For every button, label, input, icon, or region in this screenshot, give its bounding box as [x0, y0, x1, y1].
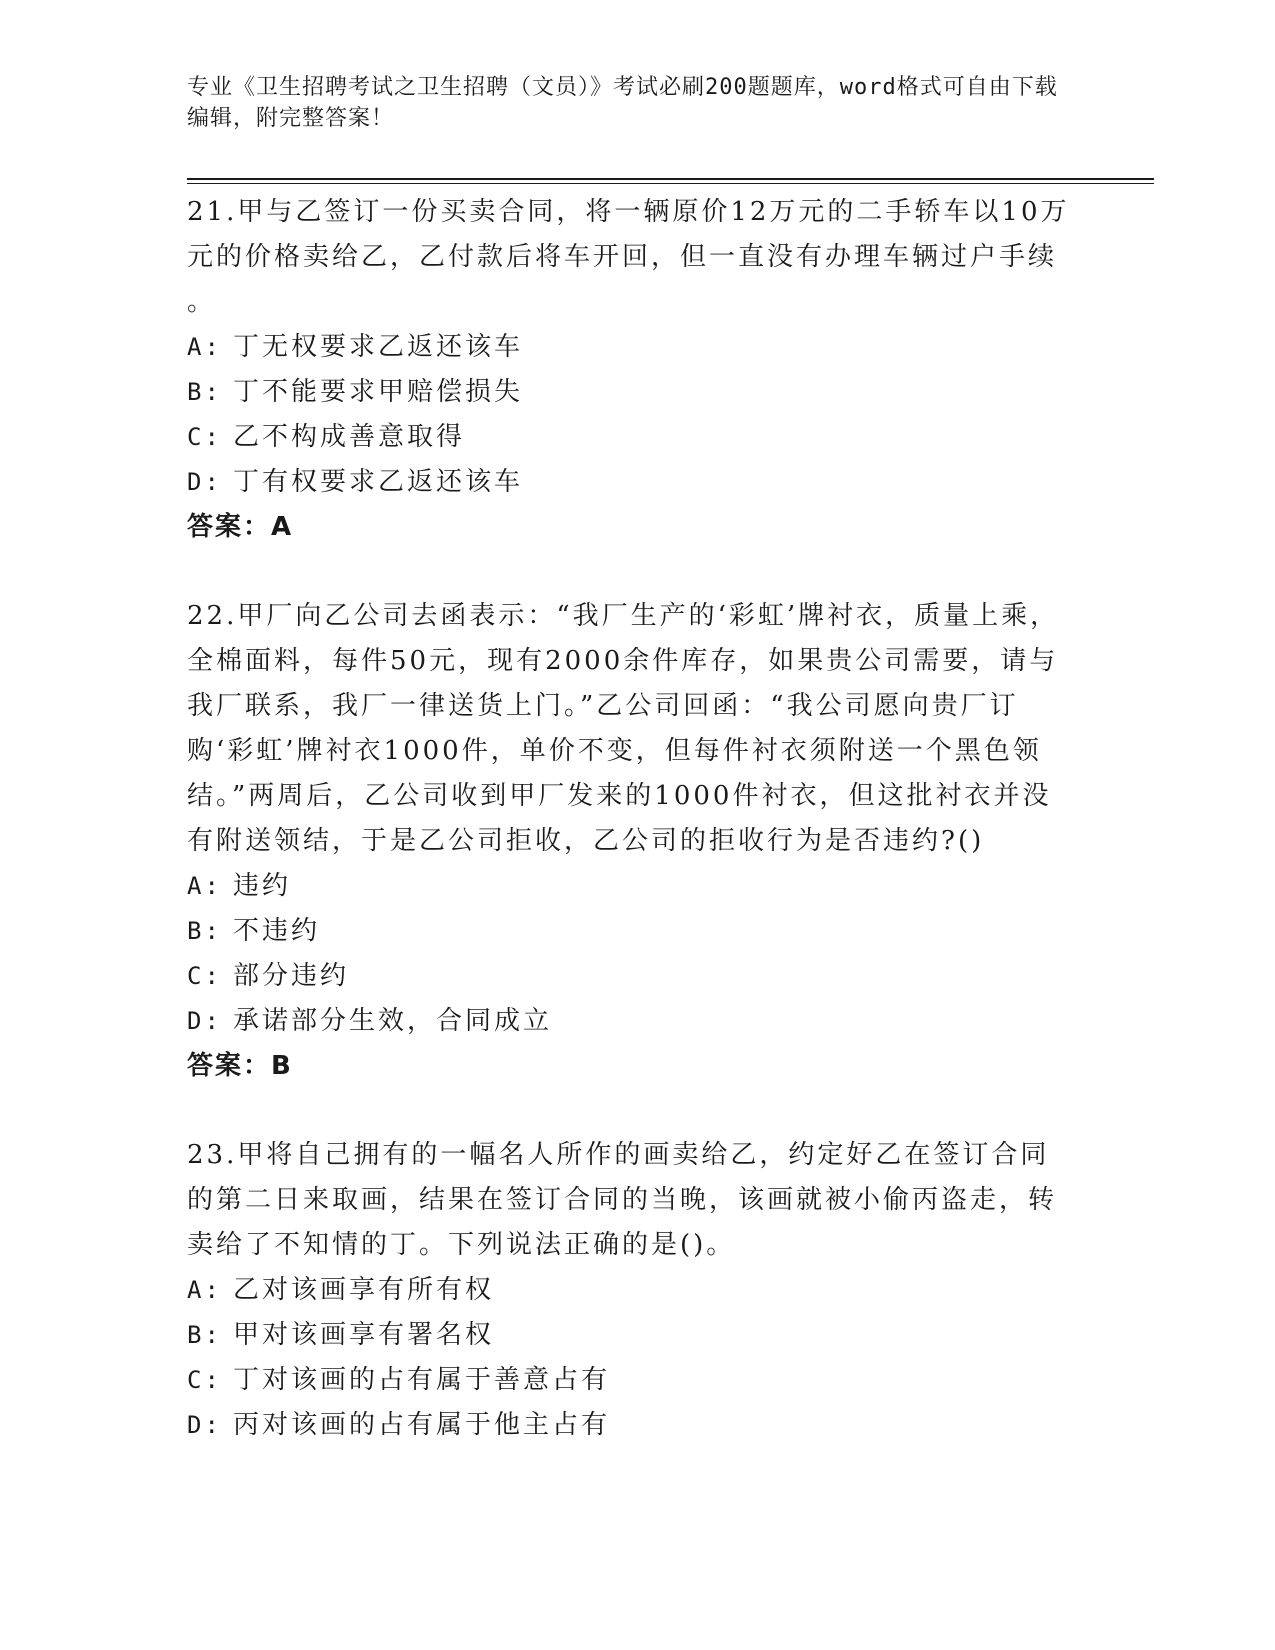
question-stem: 22.甲厂向乙公司去函表示：“我厂生产的‘彩虹’牌衬衣，质量上乘，全棉面料，每件50元，现有2000余件库存，如果贵公司需要，请与我厂联系，我厂一律送货上门。”乙公司回函：“我公司愿向贵厂订购‘彩虹’牌衬衣1000件，单价不变，但每件衬衣须附送一个黑色领结。”两周后，乙公司收到甲厂发来的1000件衬衣，但这批衬衣并没有附送领结，于是乙公司拒收，乙公司的拒收行为是否违约?() — [187, 601, 1060, 856]
question-22 — [187, 594, 1077, 1089]
option-text: 乙对该画享有所有权 — [233, 1275, 495, 1305]
header-divider-thin — [187, 183, 1154, 184]
document-header: 专业《卫生招聘考试之卫生招聘（文员）》考试必刷200题题库，word格式可自由下载编辑，附完整答案！ — [187, 75, 1058, 131]
option-b — [187, 1313, 1077, 1358]
option-b — [187, 370, 1077, 415]
option-key: A: — [187, 333, 222, 361]
header-divider-thick — [187, 178, 1154, 180]
option-text: 承诺部分生效，合同成立 — [233, 1006, 553, 1036]
question-stem: 21.甲与乙签订一份买卖合同，将一辆原价12万元的二手轿车以10万元的价格卖给乙，乙付款后将车开回，但一直没有办理车辆过户手续 。 — [187, 197, 1070, 317]
option-c — [187, 415, 1077, 460]
answer-label: 答案：A — [187, 512, 294, 542]
option-d — [187, 999, 1077, 1044]
option-text: 丁有权要求乙返还该车 — [233, 467, 524, 497]
answer-label: 答案：B — [187, 1051, 293, 1081]
option-key: C: — [187, 423, 222, 451]
option-key: C: — [187, 1366, 222, 1394]
spacer — [187, 1089, 1077, 1133]
question-21 — [187, 190, 1077, 550]
option-text: 违约 — [233, 871, 292, 901]
option-d — [187, 1403, 1077, 1448]
option-text: 乙不构成善意取得 — [233, 422, 466, 452]
option-a — [187, 1268, 1077, 1313]
option-key: A: — [187, 872, 222, 900]
option-key: C: — [187, 962, 222, 990]
option-c — [187, 954, 1077, 999]
option-b — [187, 909, 1077, 954]
option-text: 部分违约 — [233, 961, 350, 991]
option-key: D: — [187, 1411, 222, 1439]
option-a — [187, 325, 1077, 370]
option-key: B: — [187, 378, 222, 406]
option-d — [187, 460, 1077, 505]
option-key: D: — [187, 1007, 222, 1035]
option-text: 甲对该画享有署名权 — [233, 1320, 495, 1350]
option-text: 丁无权要求乙返还该车 — [233, 332, 524, 362]
question-list — [187, 190, 1077, 1448]
option-key: B: — [187, 917, 222, 945]
question-stem: 23.甲将自己拥有的一幅名人所作的画卖给乙，约定好乙在签订合同的第二日来取画，结果在签订合同的当晚，该画就被小偷丙盗走，转卖给了不知情的丁。下列说法正确的是()。 — [187, 1140, 1058, 1260]
option-key: B: — [187, 1321, 222, 1349]
question-23 — [187, 1133, 1077, 1448]
option-key: D: — [187, 468, 222, 496]
option-text: 丁不能要求甲赔偿损失 — [233, 377, 524, 407]
option-key: A: — [187, 1276, 222, 1304]
option-text: 不违约 — [233, 916, 321, 946]
option-text: 丙对该画的占有属于他主占有 — [233, 1410, 611, 1440]
option-a — [187, 864, 1077, 909]
option-text: 丁对该画的占有属于善意占有 — [233, 1365, 611, 1395]
option-c — [187, 1358, 1077, 1403]
spacer — [187, 550, 1077, 594]
